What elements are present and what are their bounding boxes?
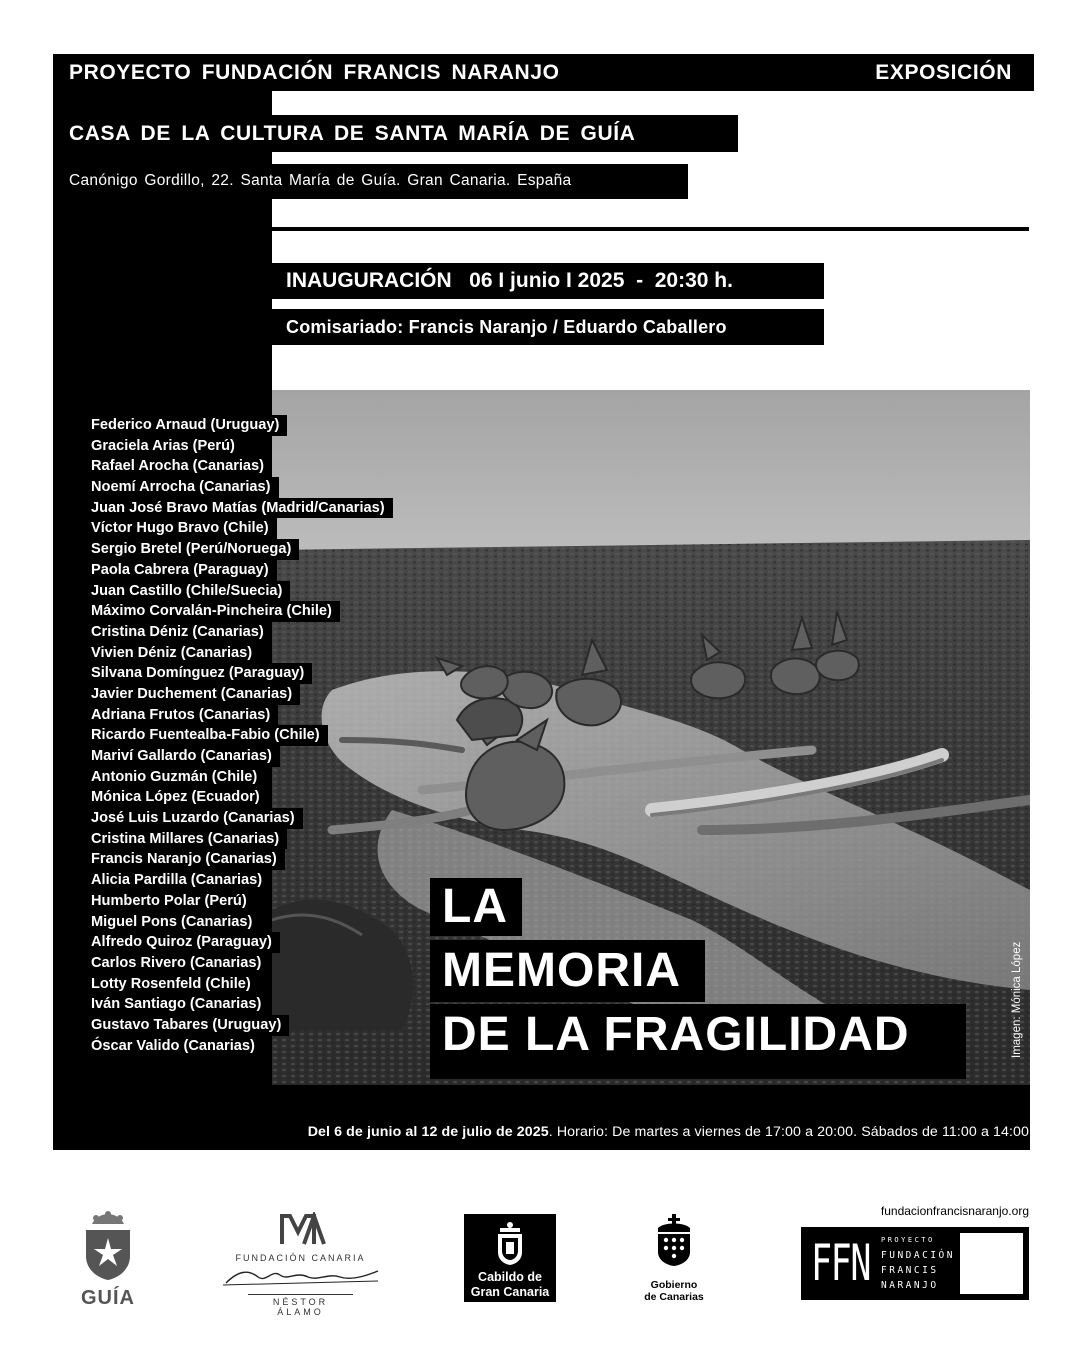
signature-icon (218, 1263, 383, 1289)
artist-item (83, 725, 393, 746)
artist-item (83, 456, 393, 477)
ffn-mark: FFN (811, 1234, 871, 1292)
artist-name: Lotty Rosenfeld (Chile) (83, 974, 259, 995)
artist-item (83, 829, 393, 850)
artist-name: Juan Castillo (Chile/Suecia) (83, 581, 290, 602)
artist-item (83, 994, 393, 1015)
artist-name: Graciela Arias (Perú) (83, 436, 243, 457)
black-frame-bottom (53, 1085, 1030, 1150)
artist-name: Óscar Valido (Canarias) (83, 1036, 263, 1057)
artist-name: Carlos Rivero (Canarias) (83, 953, 269, 974)
ffn-text-2: FUNDACIÓN (881, 1250, 955, 1261)
cabildo-label-1: Cabildo de (478, 1270, 542, 1284)
artist-item (83, 849, 393, 870)
nestor-foundation-label: FUNDACIÓN CANARIA (235, 1253, 366, 1263)
artist-item (83, 912, 393, 933)
ffn-text-4: NARANJO (881, 1280, 939, 1291)
ffn-text-block (881, 1233, 955, 1293)
artist-item (83, 974, 393, 995)
website-link[interactable]: fundacionfrancisnaranjo.org (880, 1204, 1029, 1218)
artist-name: Antonio Guzmán (Chile) (83, 767, 265, 788)
artist-name: Gustavo Tabares (Uruguay) (83, 1015, 289, 1036)
schedule-dates: Del 6 de junio al 12 de julio de 2025 (307, 1124, 549, 1140)
artist-name: Iván Santiago (Canarias) (83, 994, 269, 1015)
artist-name: Cristina Déniz (Canarias) (83, 622, 272, 643)
artist-name: Paola Cabrera (Paraguay) (83, 560, 277, 581)
guia-logo (78, 1210, 138, 1309)
venue-address: Canónigo Gordillo, 22. Santa María de Guía. Gran Canaria. España (69, 172, 572, 189)
title-line-3: DE LA FRAGILIDAD (430, 1004, 966, 1079)
artist-item (83, 891, 393, 912)
cabildo-crest-icon (464, 1218, 556, 1268)
artist-item (83, 746, 393, 767)
artist-name: Vivien Déniz (Canarias) (83, 643, 260, 664)
gobierno-crest-icon (636, 1212, 712, 1268)
artist-name: Sergio Bretel (Perú/Noruega) (83, 539, 299, 560)
na-monogram-icon (218, 1212, 383, 1248)
cabildo-logo (464, 1214, 556, 1302)
artist-name: Miguel Pons (Canarias) (83, 912, 260, 933)
artist-name: Adriana Frutos (Canarias) (83, 705, 278, 726)
artist-name: José Luis Luzardo (Canarias) (83, 808, 303, 829)
artist-item (83, 932, 393, 953)
cabildo-label-2: Gran Canaria (470, 1285, 550, 1299)
artist-item (83, 787, 393, 808)
venue-name: CASA DE LA CULTURA DE SANTA MARÍA DE GUÍA (69, 122, 636, 145)
artist-item (83, 953, 393, 974)
artist-name: Francis Naranjo (Canarias) (83, 849, 285, 870)
guia-label: GUÍA (81, 1287, 135, 1309)
ffn-white-square (960, 1233, 1023, 1294)
exhibition-label: EXPOSICIÓN (875, 61, 1012, 84)
guia-crest-icon (78, 1210, 138, 1282)
artist-name: Federico Arnaud (Uruguay) (83, 415, 287, 436)
artist-item (83, 518, 393, 539)
gobierno-canarias-logo (636, 1212, 712, 1307)
artist-item (83, 1036, 393, 1057)
artist-item (83, 1015, 393, 1036)
ffn-text-3: FRANCIS (881, 1265, 939, 1276)
artists-list (83, 415, 393, 1056)
artist-name: Noemí Arrocha (Canarias) (83, 477, 279, 498)
artist-name: Mariví Gallardo (Canarias) (83, 746, 280, 767)
venue-address-bar (53, 164, 688, 199)
artist-name: Juan José Bravo Matías (Madrid/Canarias) (83, 498, 393, 519)
ffn-text-1: PROYECTO (881, 1236, 935, 1244)
artist-item (83, 705, 393, 726)
artist-item (83, 684, 393, 705)
ffn-logo (801, 1227, 1029, 1300)
title-line-2: MEMORIA (430, 940, 705, 1002)
schedule-text (308, 1124, 1029, 1140)
artist-name: Alicia Pardilla (Canarias) (83, 870, 270, 891)
artist-item (83, 415, 393, 436)
artist-item (83, 560, 393, 581)
opening-bar (272, 263, 824, 299)
artist-item (83, 870, 393, 891)
artist-item (83, 498, 393, 519)
artist-name: Mónica López (Ecuador) (83, 787, 268, 808)
image-credit: Imagen: Mónica López (1011, 941, 1023, 1058)
artist-item (83, 622, 393, 643)
header-bar (53, 54, 1034, 91)
curators-bar (272, 309, 824, 345)
artist-name: Víctor Hugo Bravo (Chile) (83, 518, 277, 539)
artist-item (83, 643, 393, 664)
nestor-alamo-logo (218, 1212, 383, 1317)
artist-item (83, 539, 393, 560)
artist-item (83, 601, 393, 622)
artist-name: Máximo Corvalán-Pincheira (Chile) (83, 601, 340, 622)
image-credit-box (1009, 920, 1027, 1060)
artist-item (83, 436, 393, 457)
artist-name: Ricardo Fuentealba-Fabio (Chile) (83, 725, 328, 746)
artist-item (83, 808, 393, 829)
artist-item (83, 663, 393, 684)
nestor-name-label: NÉSTOR ÁLAMO (248, 1294, 353, 1317)
artist-name: Alfredo Quiroz (Paraguay) (83, 932, 280, 953)
artist-name: Humberto Polar (Perú) (83, 891, 255, 912)
gobierno-label-2: de Canarias (644, 1291, 704, 1303)
title-line-1: LA (430, 878, 522, 936)
artist-item (83, 767, 393, 788)
artist-name: Cristina Millares (Canarias) (83, 829, 287, 850)
artist-name: Javier Duchement (Canarias) (83, 684, 300, 705)
divider-rule (272, 227, 1029, 231)
opening-date: INAUGURACIÓN 06 I junio I 2025 - 20:30 h. (286, 269, 733, 292)
artist-name: Rafael Arocha (Canarias) (83, 456, 272, 477)
venue-name-bar (53, 115, 738, 152)
artist-item (83, 477, 393, 498)
artist-item (83, 581, 393, 602)
project-label: PROYECTO FUNDACIÓN FRANCIS NARANJO (69, 61, 560, 84)
schedule-hours: . Horario: De martes a viernes de 17:00 a 20:00. Sábados de 11:00 a 14:00 (548, 1124, 1029, 1140)
gobierno-label-1: Gobierno (650, 1279, 698, 1291)
curators: Comisariado: Francis Naranjo / Eduardo Caballero (286, 317, 727, 337)
artist-name: Silvana Domínguez (Paraguay) (83, 663, 312, 684)
